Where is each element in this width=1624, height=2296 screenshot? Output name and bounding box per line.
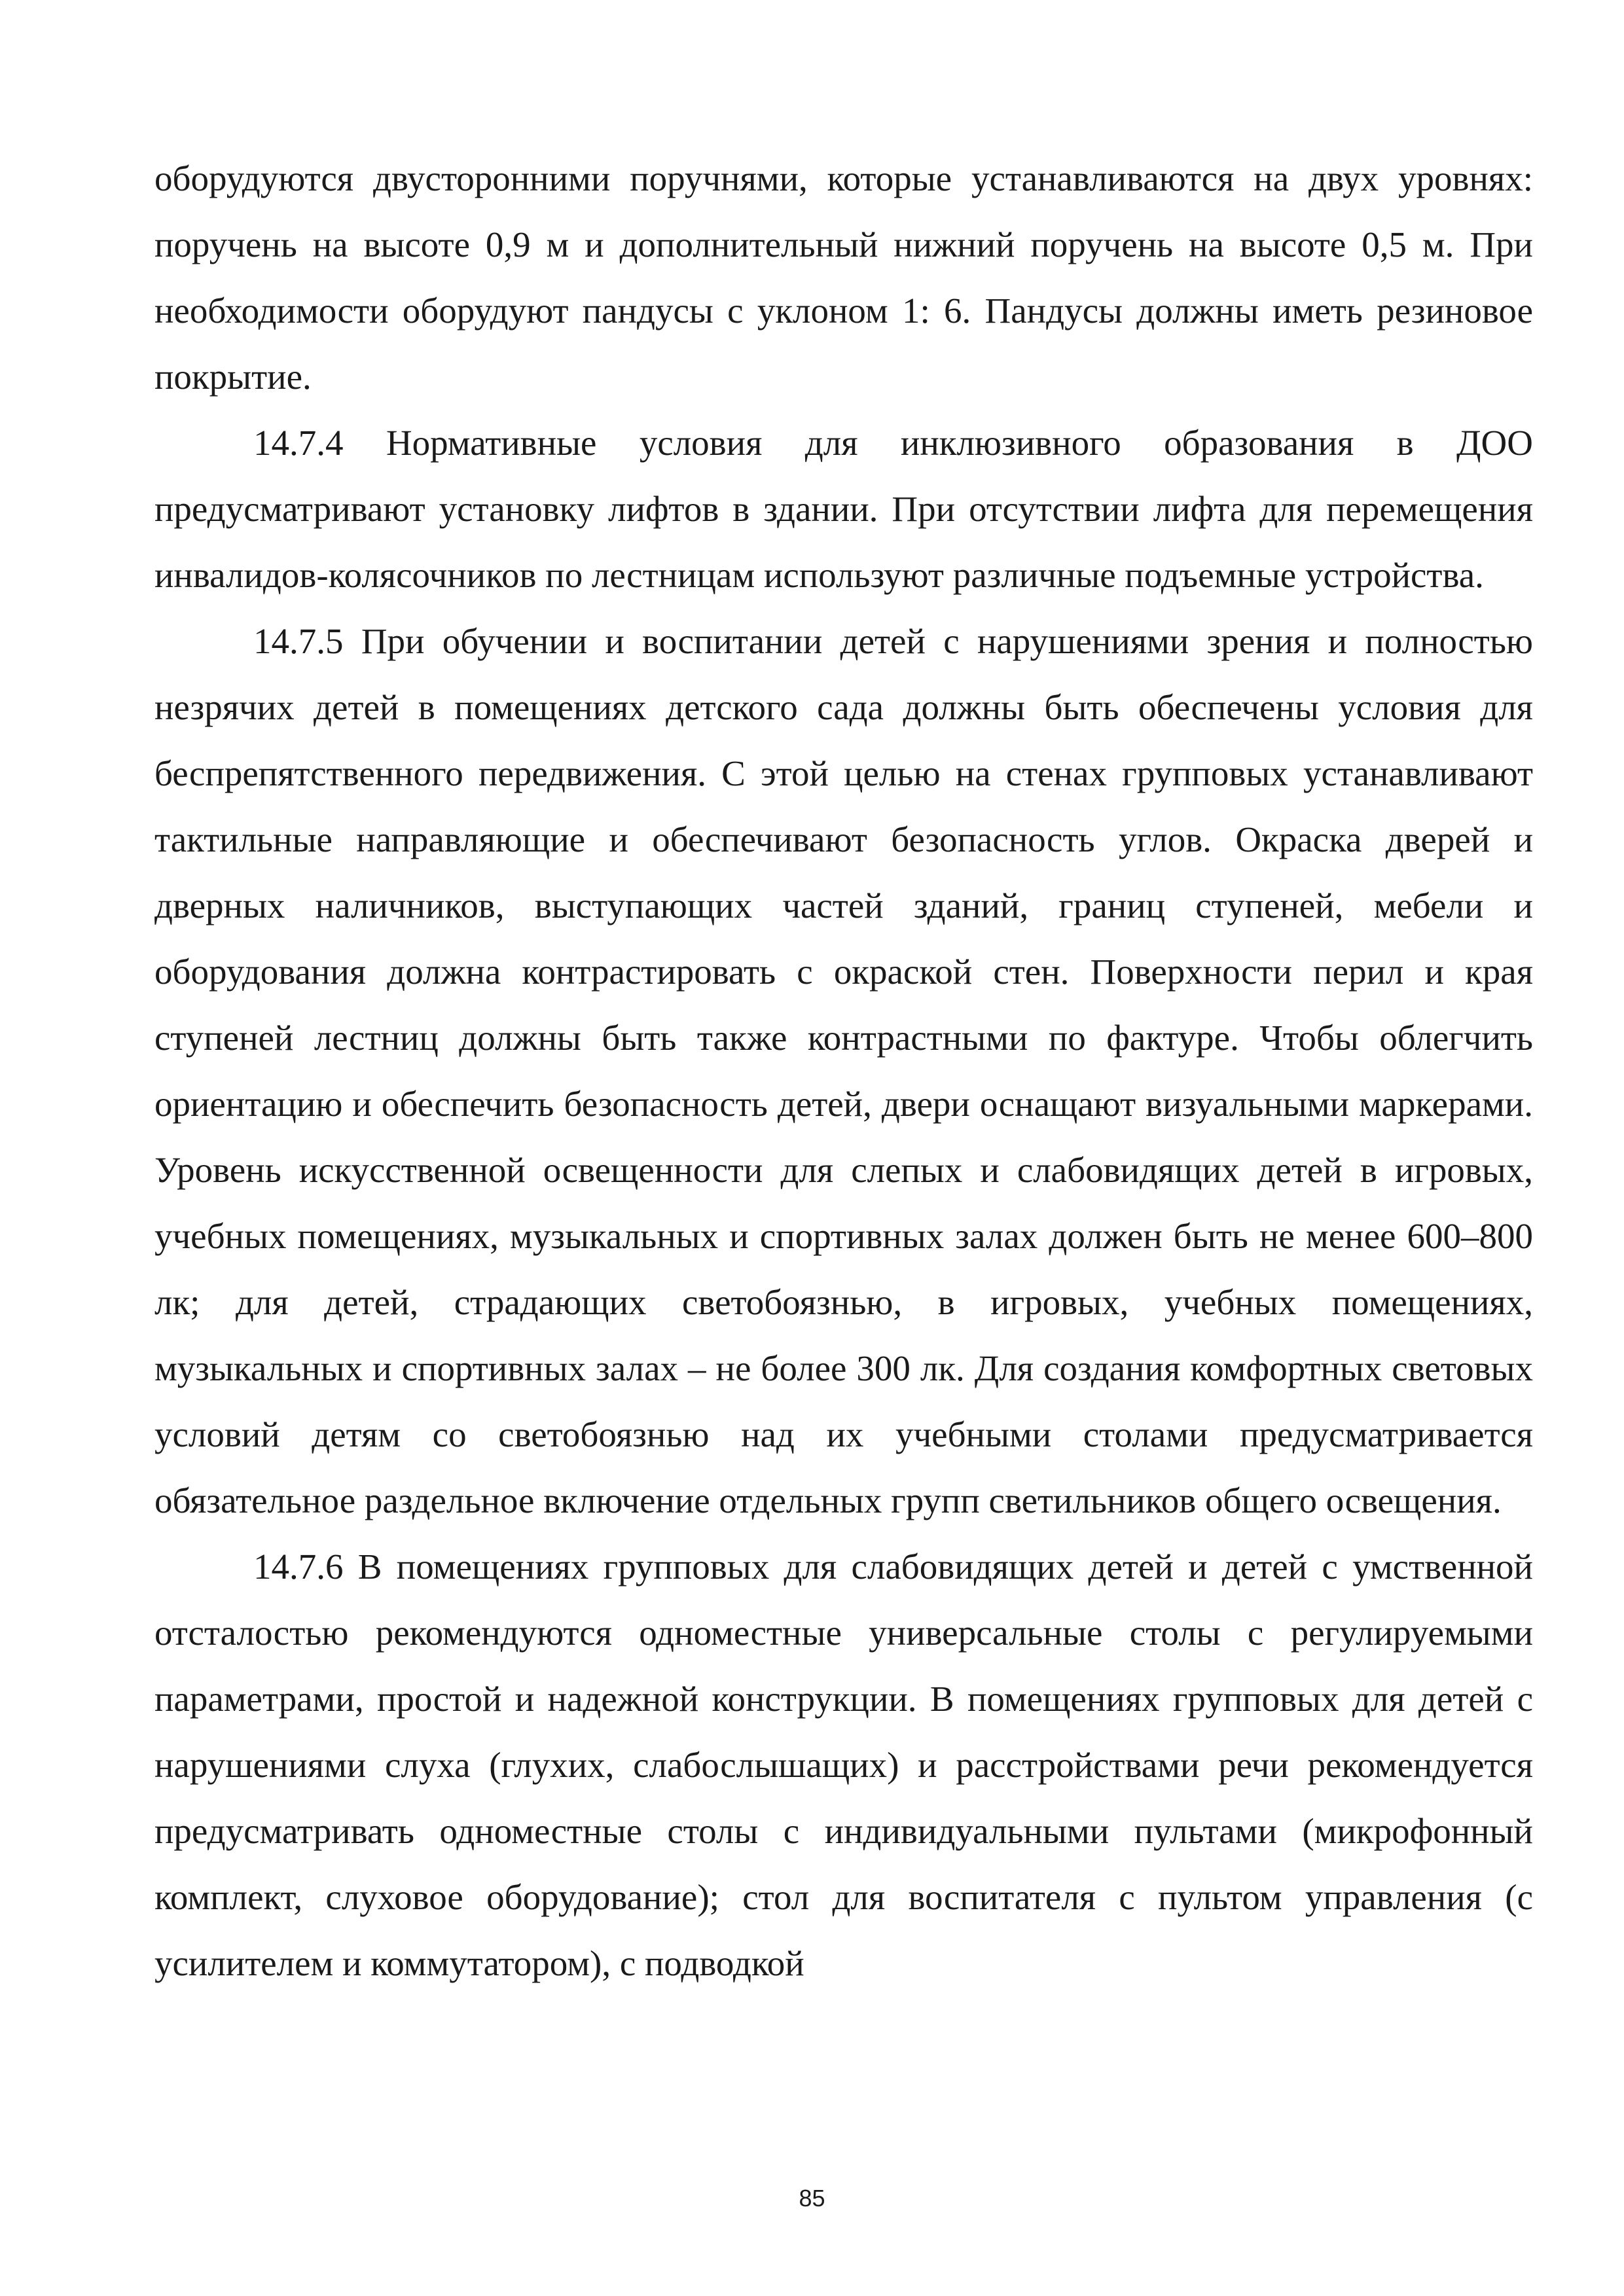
paragraph-continuation: оборудуются двусторонними поручнями, которые устанавливаются на двух уровнях: поручень на высоте 0,9 м и дополнительный нижний поручень на высоте 0,5 м. При необходимости оборудуют пандусы с уклоном 1: 6. Пандусы должны иметь резиновое покрытие.: [154, 158, 1533, 397]
body-text: [154, 145, 1533, 1996]
paragraph-14-7-5: 14.7.5 При обучении и воспитании детей с нарушениями зрения и полностью незрячих детей в помещениях детского сада должны быть обеспечены условия для беспрепятственного передвижения. С этой целью на стенах групповых устанавливают тактильные направляющие и обеспечивают безопасность углов. Окраска дверей и дверных наличников, выступающих частей зданий, границ ступеней, мебели и оборудования должна контрастировать с окраской стен. Поверхности перил и края ступеней лестниц должны быть также контрастными по фактуре. Чтобы облегчить ориентацию и обеспечить безопасность детей, двери оснащают визуальными маркерами. Уровень искусственной освещенности для слепых и слабовидящих детей в игровых, учебных помещениях, музыкальных и спортивных залах должен быть не менее 600–800 лк; для детей, страдающих светобоязнью, в игровых, учебных помещениях, музыкальных и спортивных залах – не более 300 лк. Для создания комфортных световых условий детям со светобоязнью над их учебными столами предусматривается обязательное раздельное включение отдельных групп светильников общего освещения.: [154, 621, 1533, 1520]
paragraph-14-7-4: 14.7.4 Нормативные условия для инклюзивного образования в ДОО предусматривают установку лифтов в здании. При отсутствии лифта для перемещения инвалидов-колясочников по лестницам используют различные подъемные устройства.: [154, 423, 1533, 595]
paragraph-14-7-6: 14.7.6 В помещениях групповых для слабовидящих детей и детей с умственной отсталостью рекомендуются одноместные универсальные столы с регулируемыми параметрами, простой и надежной конструкции. В помещениях групповых для детей с нарушениями слуха (глухих, слабослышащих) и расстройствами речи рекомендуется предусматривать одноместные столы с индивидуальными пультами (микрофонный комплект, слуховое оборудование); стол для воспитателя с пультом управления (с усилителем и коммутатором), с подводкой: [154, 1547, 1533, 1983]
page-number: 85: [799, 2185, 825, 2212]
